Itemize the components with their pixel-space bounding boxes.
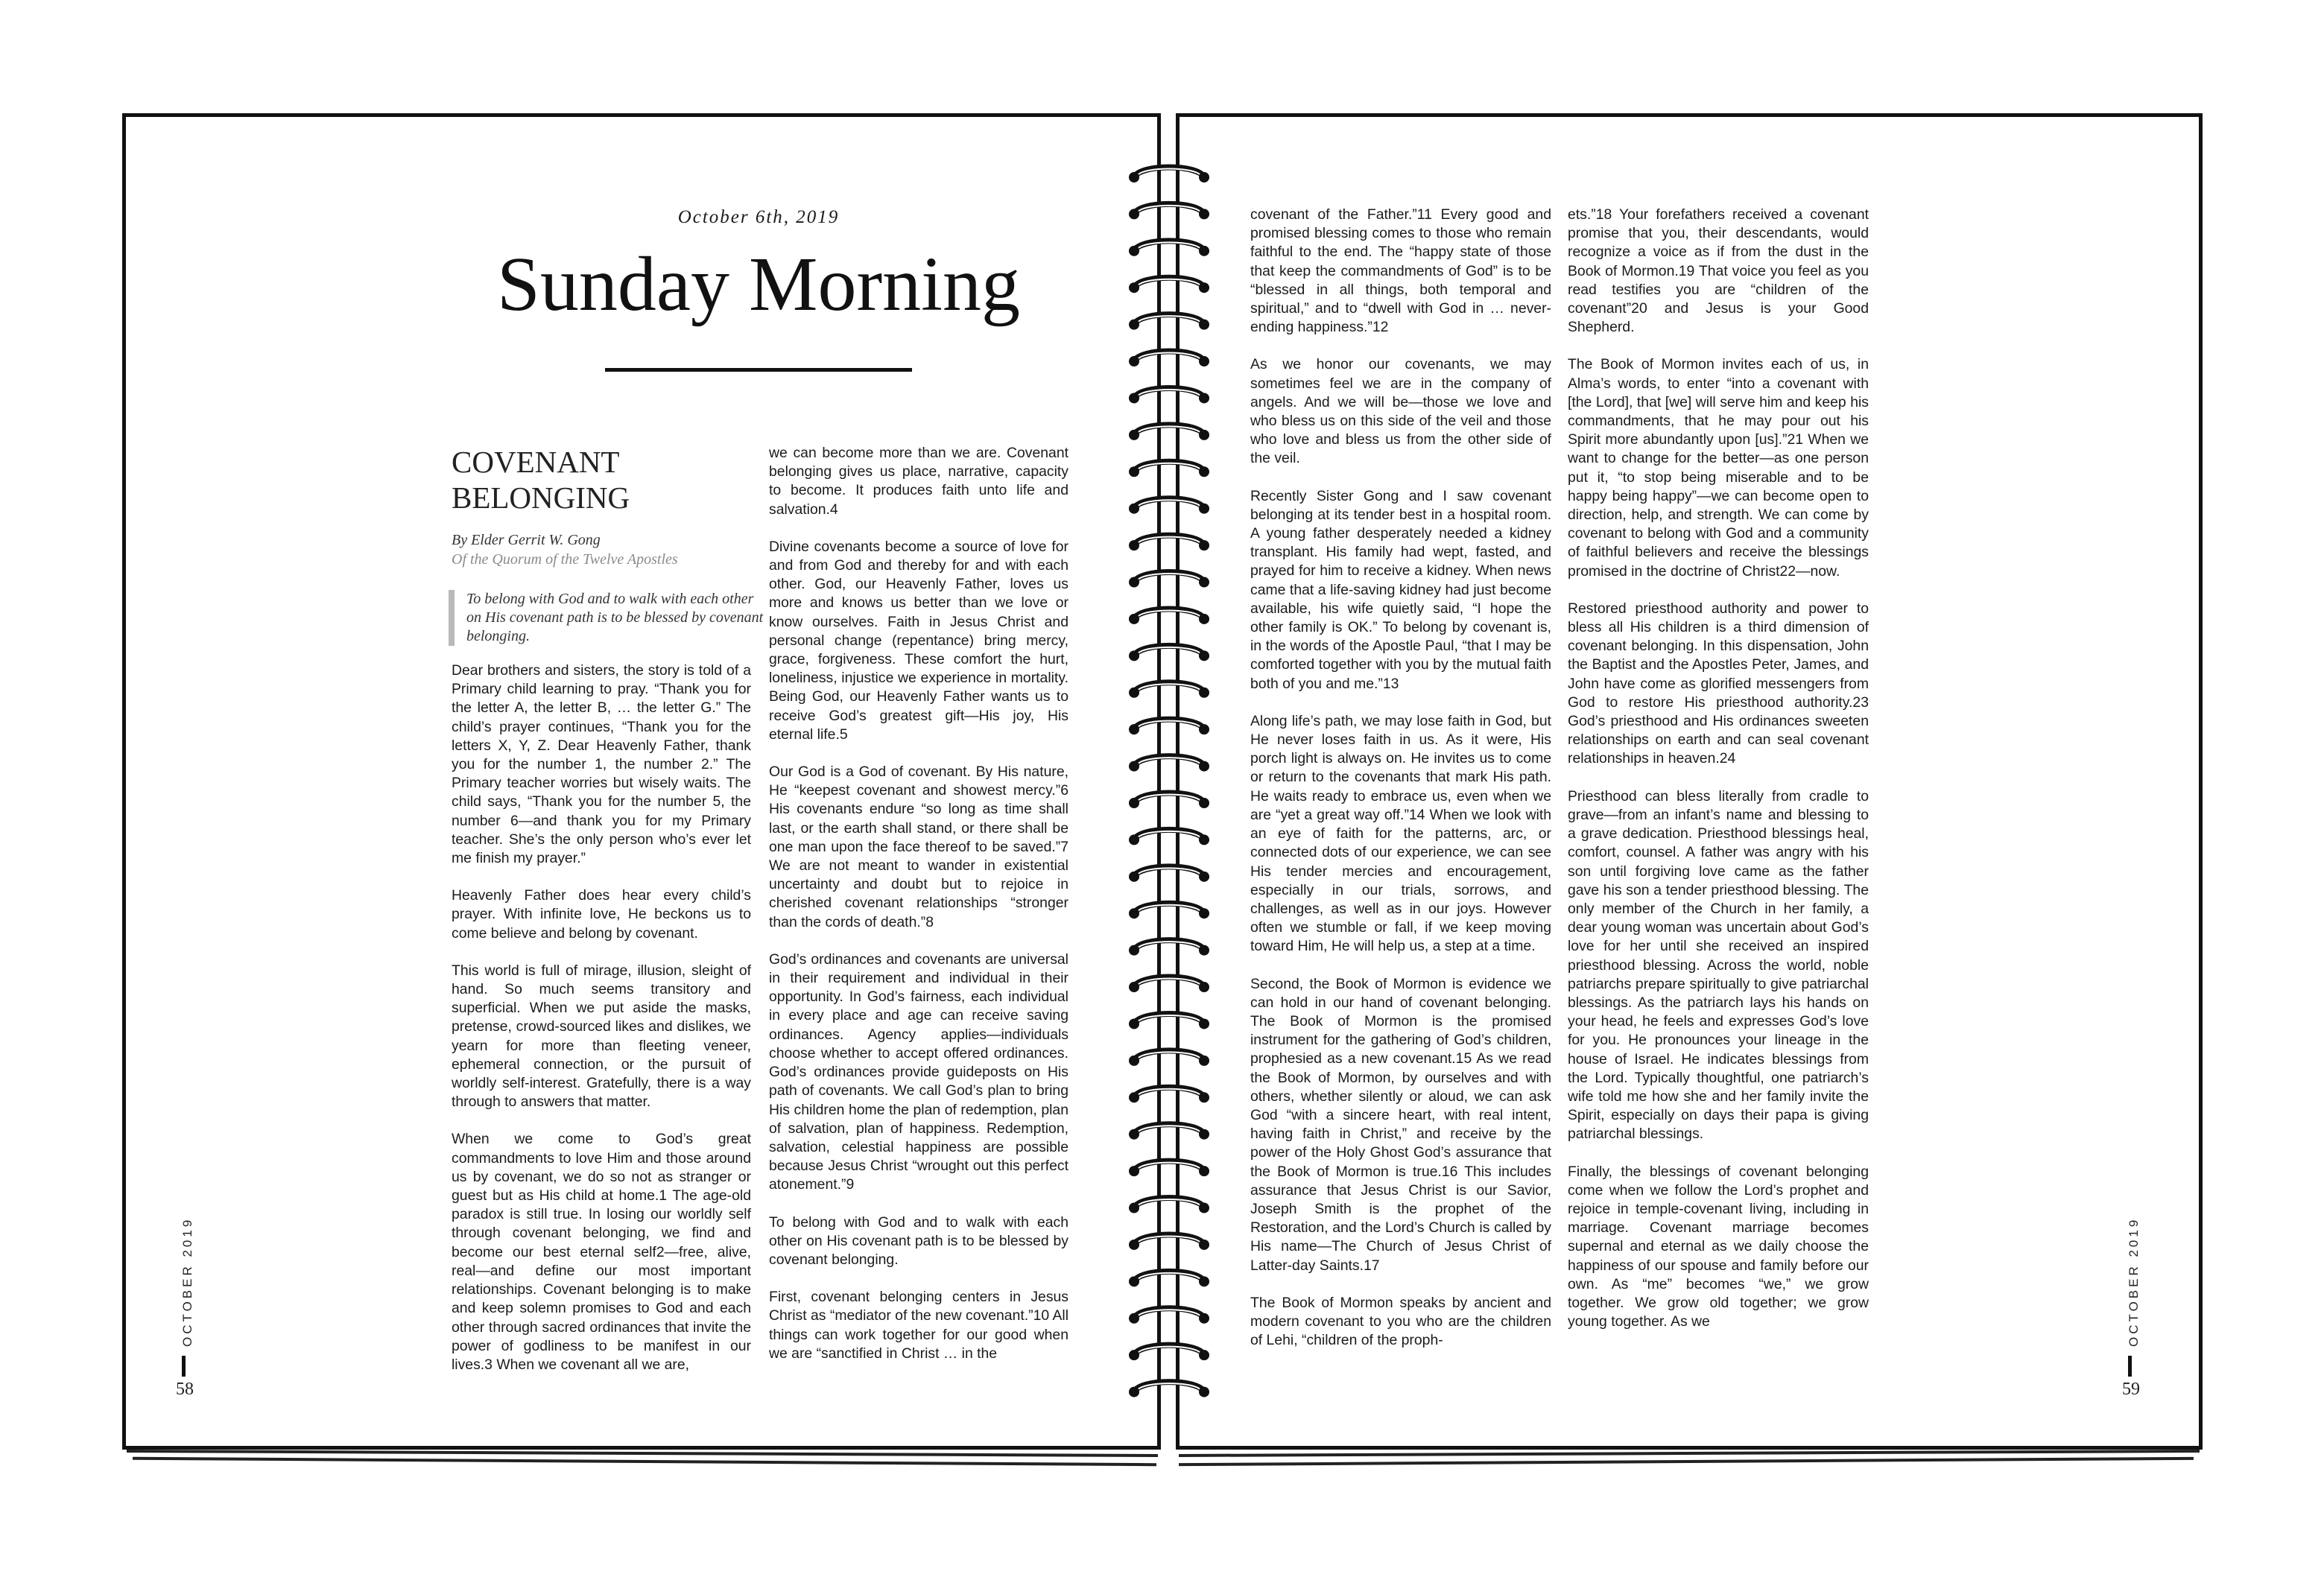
page-stack-edge [1179, 1450, 2200, 1457]
spiral-coil [1129, 720, 1209, 735]
folio-bar [2128, 1356, 2132, 1377]
text-column-4 [1568, 206, 1869, 1350]
paragraph: When we come to God’s great commandments to love Him and those around us by covenant, we do so not as stranger or guest but as His child at home.1 The age-old paradox is still true. In losing our worldly self through covenant belonging, we find and become our best eternal self2—free, alive, real—and define our most important relationships. Covenant belonging is to make and keep solemn promises to God and each other through sacred ordinances that invite the power of godliness to be manifest in our lives.3 When we covenant all we are, [452, 1131, 751, 1373]
paragraph: Restored priesthood authority and power to bless all His children is a third dimension of covenant belonging. In this dispensation, John the Baptist and the Apostles Peter, James, and John have come as glorified messengers from God to restore His priesthood authority.23 God’s priesthood and His ordinances sweeten relationships on earth and can seal covenant relationships in heaven.24 [1568, 600, 1869, 767]
paragraph: covenant of the Father.”11 Every good and promised blessing comes to those who remain faithful to the end. The “happy state of those that keep the commandments of God” is to be “blessed in all things, both temporal and spiritual,” and to “dwell with God in … never-ending happiness.”12 [1250, 206, 1551, 336]
title-divider [605, 368, 912, 372]
spiral-coil [1129, 1050, 1209, 1066]
paragraph: Along life’s path, we may lose faith in God, but He never loses faith in us. As it were, His porch light is always on. He invites us to come or return to the covenants that mark His path. He waits ready to embrace us, even when we are “yet a great way off.”14 When we look with an eye of faith for the patterns, arc, or connected dots of our experience, we can see His tender mercies and encouragement, especially in our trials, sorrows, and challenges, as well as in our joys. However often we stumble or fall, if we keep moving toward Him, He will help us, a step at a time. [1250, 712, 1551, 955]
paragraph: God’s ordinances and covenants are universal in their requirement and individual in their opportunity. In God’s fairness, each individual in every place and age can receive saving ordinances. Agency applies—individuals choose whether to accept offered ordinances. God’s ordinances provide guideposts on His path of covenants. We call God’s plan to bring His children home the plan of redemption, plan of salvation, plan of happiness. Redemption, salvation, celestial happiness are possible because Jesus Christ “wrought out this perfect atonement.”9 [769, 951, 1068, 1193]
spiral-coil [1129, 609, 1209, 624]
text-column-3 [1250, 206, 1551, 1368]
spiral-coil [1129, 830, 1209, 845]
spiral-coil [1129, 498, 1209, 514]
text-column-1 [452, 661, 751, 1393]
talk-title [452, 444, 750, 515]
pull-quote: To belong with God and to walk with each other on His covenant path is to be blessed by covenant belonging. [449, 590, 764, 646]
author-calling: Of the Quorum of the Twelve Apostles [452, 551, 678, 568]
paragraph: Our God is a God of covenant. By His nature, He “keepest covenant and showest mercy.”6 His covenants endure “so long as time shall last, or the earth shall stand, or there shall be one man upon the face thereof to be saved.”7 We are not meant to wander in existential uncertainty and doubt but to rejoice in cherished covenant relationships “stronger than the cords of death.”8 [769, 764, 1068, 930]
spiral-coil [1129, 904, 1209, 919]
spiral-coil [1129, 1088, 1209, 1103]
spiral-coil [1129, 866, 1209, 882]
spiral-coil [1129, 168, 1209, 183]
spiral-coil [1129, 1234, 1209, 1250]
page-number: 59 [2122, 1380, 2140, 1399]
spiral-coil [1129, 425, 1209, 440]
paragraph: To belong with God and to walk with each other on His covenant path is to be blessed by covenant belonging. [769, 1213, 1068, 1268]
page-stack-edge [1179, 1457, 2194, 1466]
talk-title-line: COVENANT [452, 445, 620, 479]
page-stack-edge [133, 1457, 1156, 1466]
session-date: October 6th, 2019 [677, 207, 840, 227]
paragraph: This world is full of mirage, illusion, sleight of hand. So much seems transitory and superficial. When we put aside the masks, pretense, crowd-sourced likes and dislikes, we yearn for more than fleeting veneer, ephemeral connection, or the pursuit of worldly self-interest. Gratefully, there is a way through to answers that matter. [452, 962, 751, 1111]
spiral-coil [1129, 462, 1209, 477]
spiral-coil [1129, 977, 1209, 993]
paragraph: Dear brothers and sisters, the story is told of a Primary child learning to pray. “Thank you for the letter A, the letter B, … the letter G.” The child’s prayer continues, “Thank you for the letters X, Y, Z. Dear Heavenly Father, thank you for the number 1, the number 2.” The Primary teacher worries but wisely waits. The child says, “Thank you for the number 5, the number 6—and thank you for my Primary teacher. She’s the only person who’s ever let me finish my prayer.” [452, 662, 751, 867]
spiral-coil [1129, 536, 1209, 551]
text-column-2 [769, 444, 1068, 1382]
spiral-coil [1129, 1014, 1209, 1029]
paragraph: Finally, the blessings of covenant belonging come when we follow the Lord’s prophet and rejoice in temple-covenant living, including in marriage. Covenant marriage becomes supernal and eternal as we daily choose the happiness of our spouse and family before our own. As “me” becomes “we,” we grow together. We grow old together; we grow young together. As we [1568, 1163, 1869, 1330]
paragraph: Priesthood can bless literally from cradle to grave—from an infant’s name and blessing to a grave dedication. Priesthood blessings heal, comfort, counsel. A father was angry with his son until forgiving love came as the father gave his son a tender priesthood blessing. The only member of the Church in her family, a dear young woman was uncertain about God’s love for her until she received an inspired priesthood blessing. Across the world, noble patriarchs prepare spiritually to give patriarchal blessings. As the patriarch lays his hands on your head, he feels and expresses God’s love for you. He pronounces your lineage in the house of Israel. He indicates blessings from the Lord. Typically thoughtful, one patriarch’s wife told me how she and her family invite the Spirit, especially on days their papa is giving patriarchal blessings. [1568, 787, 1869, 1143]
spiral-coil [1129, 756, 1209, 772]
paragraph: Divine covenants become a source of love for and from God and thereby for and with each other. God, our Heavenly Father, loves us more and knows us better than we love or know ourselves. Faith in Jesus Christ and personal change (repentance) bring mercy, grace, forgiveness. These comfort the hurt, loneliness, injustice we experience in mortality. Being God, our Heavenly Father wants us to receive God’s greatest gift—His joy, His eternal life.5 [769, 538, 1068, 743]
spiral-coil [1129, 1345, 1209, 1361]
paragraph: First, covenant belonging centers in Jesus Christ as “mediator of the new covenant.”10 All things can work together for our good when we are “sanctified in Christ … in the [769, 1289, 1069, 1362]
page-stack-edge [127, 1450, 1158, 1457]
paragraph: Second, the Book of Mormon is evidence we can hold in our hand of covenant belonging. The Book of Mormon is the promised instrument for the gathering of God’s children, prophesied as a new covenant.15 As we read the Book of Mormon, by ourselves and with others, whether silently or aloud, we can ask God “with a sincere heart, with real intent, having faith in Christ,” and receive by the power of the Holy Ghost God’s assurance that the Book of Mormon is true.16 This includes assurance that Jesus Christ is our Savior, Joseph Smith is the prophet of the Restoration, and the Lord’s Church is called by His name—The Church of Jesus Christ of Latter-day Saints.17 [1250, 975, 1551, 1274]
spiral-coil [1129, 682, 1209, 698]
paragraph: Heavenly Father does hear every child’s prayer. With infinite love, He beckons us to come believe and belong by covenant. [452, 887, 751, 942]
spiral-coil [1129, 646, 1209, 661]
spiral-coil [1129, 352, 1209, 367]
issue-side-label: OCTOBER 2019 [2127, 1216, 2141, 1347]
spiral-coil [1129, 1272, 1209, 1287]
paragraph: Recently Sister Gong and I saw covenant belonging at its tender best in a hospital room. A young father desperately needed a kidney transplant. His family had wept, fasted, and prayed for him to receive a kidney. When news came that a life-saving kidney had just become available, his wife quietly said, “I hope the other family is OK.” To belong by covenant is, in the words of the Apostle Paul, “that I may be comforted together with you by the mutual faith both of you and me.”13 [1250, 487, 1551, 692]
spiral-coil [1129, 388, 1209, 404]
spiral-coil [1129, 940, 1209, 956]
spiral-coil [1129, 572, 1209, 588]
spiral-coil [1129, 1124, 1209, 1140]
session-title: Sunday Morning [497, 241, 1020, 327]
paragraph: The Book of Mormon speaks by ancient and modern covenant to you who are the children of Lehi, “children of the proph- [1250, 1294, 1551, 1349]
paragraph: we can become more than we are. Covenant belonging gives us place, narrative, capacity to become. It produces faith unto life and salvation.4 [769, 445, 1068, 518]
paragraph: ets.”18 Your forefathers received a covenant promise that you, their descendants, would recognize a voice as if from the dust in the Book of Mormon.19 That voice you feel as you read testifies you are “children of the covenant”20 and Jesus is your Good Shepherd. [1568, 206, 1869, 336]
issue-side-label: OCTOBER 2019 [180, 1216, 194, 1347]
paragraph: As we honor our covenants, we may sometimes feel we are in the company of angels. And we will be—those we love and who bless us on this side of the veil and those who love and bless us from the other side of the veil. [1250, 356, 1551, 467]
paragraph: The Book of Mormon invites each of us, in Alma’s words, to enter “into a covenant with [the Lord], that [we] will serve him and keep his commandments, that he may pour out his Spirit more abundantly upon [us].”21 When we want to change for the better—as one person put it, “to stop being miserable and to be happy being happy”—we can become open to direction, help, and strength. We can come by covenant to belong with God and a community of faithful believers and receive the blessings promised in the doctrine of Christ22—now. [1568, 356, 1869, 580]
folio-bar [182, 1356, 186, 1377]
spiral-coil [1129, 1198, 1209, 1213]
talk-title-line: BELONGING [452, 480, 630, 515]
spiral-binding-icon [1125, 158, 1213, 1417]
spiral-coil [1129, 1308, 1209, 1324]
spiral-coil [1129, 793, 1209, 809]
author-byline: By Elder Gerrit W. Gong [452, 532, 601, 548]
page-number: 58 [176, 1380, 194, 1399]
spiral-coil [1129, 1161, 1209, 1177]
spiral-coil [1129, 1382, 1209, 1397]
